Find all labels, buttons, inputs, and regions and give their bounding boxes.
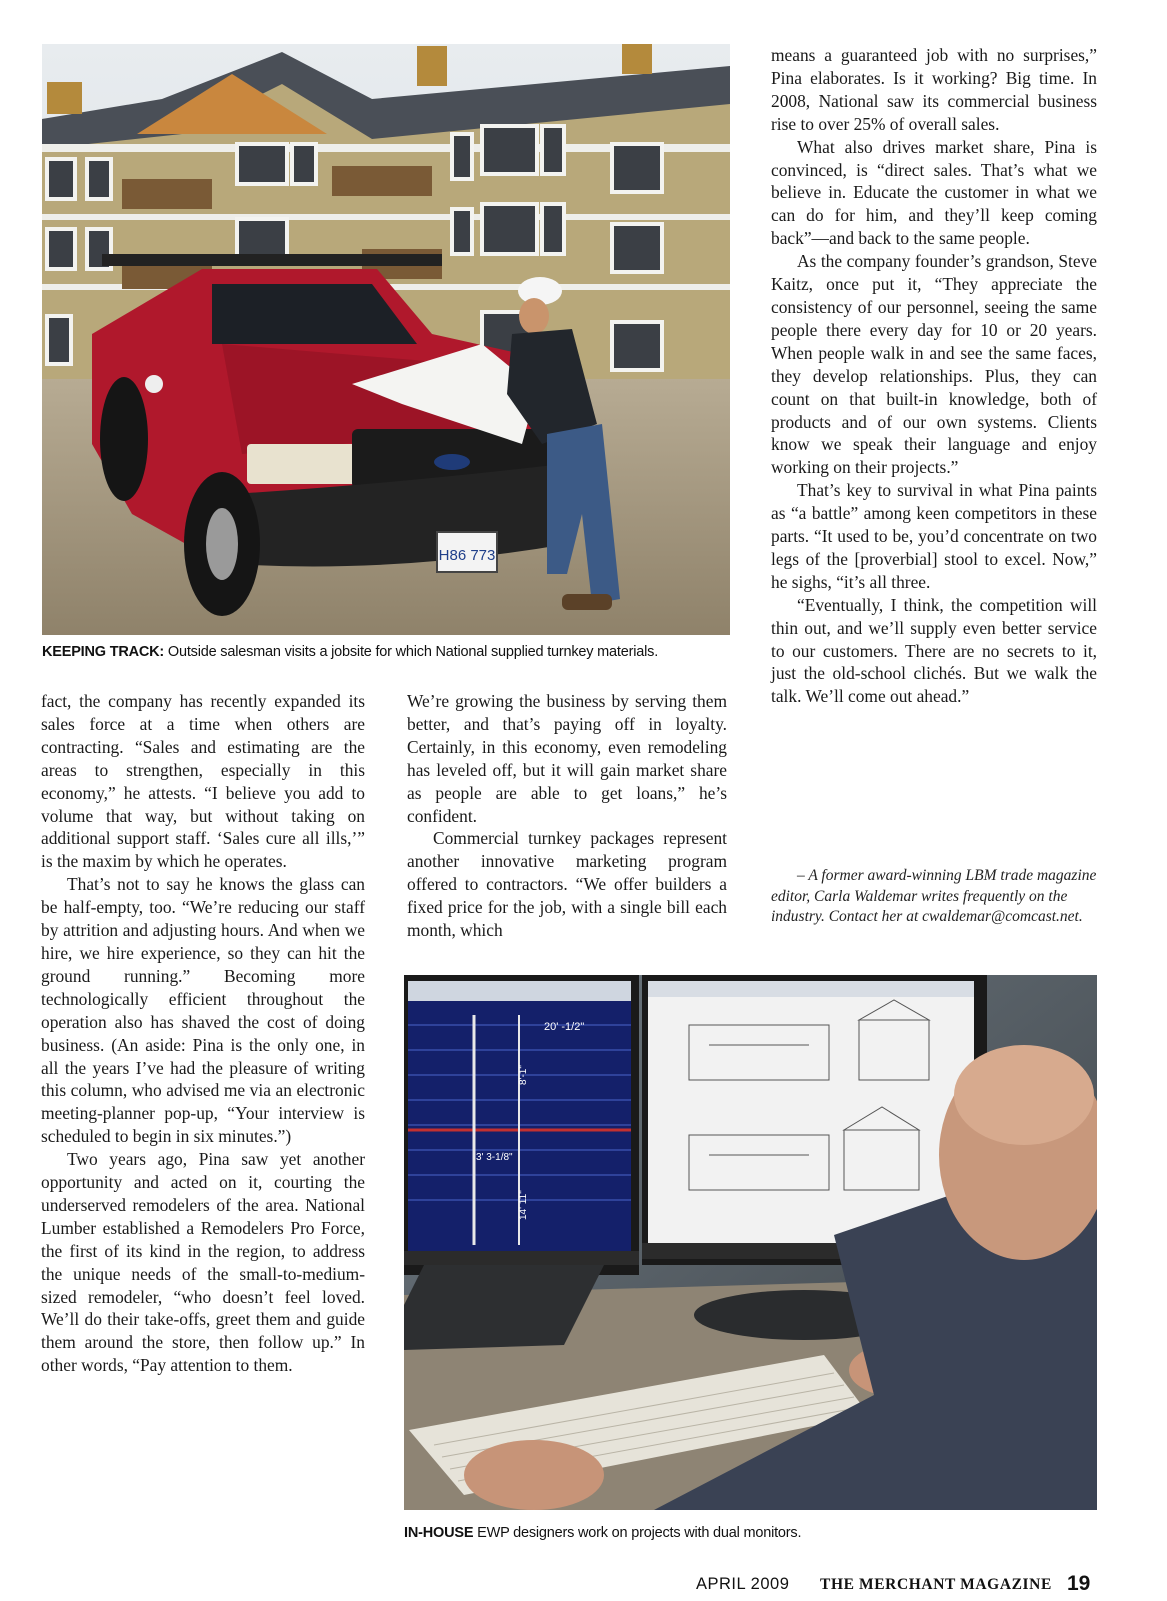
photo-jobsite [42,44,730,635]
dimension-label: 3' 3-1/8" [476,1152,513,1163]
col3-paragraph: What also drives market share, Pina is convinced, is “direct sales. That’s what we believe in. Educate the customer in what we can do for him, and they’ll keep coming back”—and back to the same people. [771,136,1097,249]
caption-text: Outside salesman visits a jobsite for which National supplied turnkey materials. [164,644,659,660]
photo-designers [404,975,1097,1510]
dimension-label: 20' -1/2" [544,1021,585,1033]
caption-label: IN-HOUSE [404,1525,474,1541]
caption-keeping-track [42,644,658,660]
column-2 [407,690,727,942]
caption-text: EWP designers work on projects with dual monitors. [473,1525,802,1541]
col3-paragraph: means a guaranteed job with no surprises,” Pina elaborates. Is it working? Big time. In 2008, National saw its commercial business rise to over 25% of overall sales. [771,45,1097,134]
page-number: 19 [1067,1572,1091,1595]
col3-paragraph: That’s key to survival in what Pina paints as “a battle” among keen competitors in these parts. “It used to be, you’d concentrate on two legs of the [proverbial] stool to excel. Now,” he sighs, “it’s all three. [771,480,1097,592]
caption-in-house [404,1525,801,1541]
author-byline: – A former award-winning LBM trade magazine editor, Carla Waldemar writes frequently on the industry. Contact her at cwaldemar@comcast.net. [771,867,1097,925]
page-footer [0,1572,1167,1599]
caption-label: KEEPING TRACK: [42,644,165,660]
col1-paragraph: Two years ago, Pina saw yet another opportunity and acted on it, courting the underserved remodelers of the area. National Lumber established a Remodelers Pro Force, the first of its kind in the region, to address the unique needs of the small-to-medium-sized remodeler, “who doesn’t feel loved. We’ll do their take-offs, greet them and guide them around the store, then follow up.” In other words, “Pay attention to them. [41,1149,365,1376]
col1-paragraph: That’s not to say he knows the glass can be half-empty, too. “We’re reducing our staff by attrition and adjusting hours. And when we hire, we hire experience, so they can hit the ground running.” Becoming more technologically efficient throughout the operation also has shaved the cost of doing business. (An aside: Pina is the only one, in all the years I’ve had the pleasure of writing this column, who advised me via an electronic meeting-planner pop-up, “Your interview is scheduled to begin in six minutes.”) [41,874,365,1147]
col2-paragraph: We’re growing the business by serving them better, and that’s paying off in loyalty. Certainly, in this economy, even remodeling has leveled off, but it will gain market share as people are able to get loans,” he’s confident. [407,691,727,826]
issue-date: APRIL 2009 [696,1575,790,1593]
dimension-label: 14' 11" [518,1190,529,1220]
col2-paragraph: Commercial turnkey packages represent another innovative marketing program offered to contractors. “We offer builders a fixed price for the job, with a single bill each month, which [407,828,727,941]
col1-paragraph: fact, the company has recently expanded its sales force at a time when others are contracting. “Sales and estimating are the areas to strengthen, especially in this economy,” he attests. “I believe you add to volume that way, but without taking on additional support staff. ‘Sales cure all ills,’” is the maxim by which he operates. [41,691,365,872]
magazine-name: THE MERCHANT MAGAZINE [820,1576,1052,1593]
col3-paragraph: As the company founder’s grandson, Steve Kaitz, once put it, “They appreciate the consistency of our personnel, seeing the same people there every day for 10 or 20 years. When people walk in and see the same faces, they develop relationships. Plus, they can count on that built-in knowledge, both of products and of our own systems. Clients know we speak their language and enjoy working on their projects.” [771,251,1097,478]
license-plate: H86 773 [438,547,496,564]
col3-paragraph: “Eventually, I think, the competition will thin out, and we’ll supply even better service to our customers. There are no secrets to it, just the old-school clichés. But we walk the talk. We’ll come out ahead.” [771,594,1097,707]
column-1 [41,690,365,1377]
column-3 [771,44,1097,708]
dimension-label: 8'-1" [518,1065,529,1085]
